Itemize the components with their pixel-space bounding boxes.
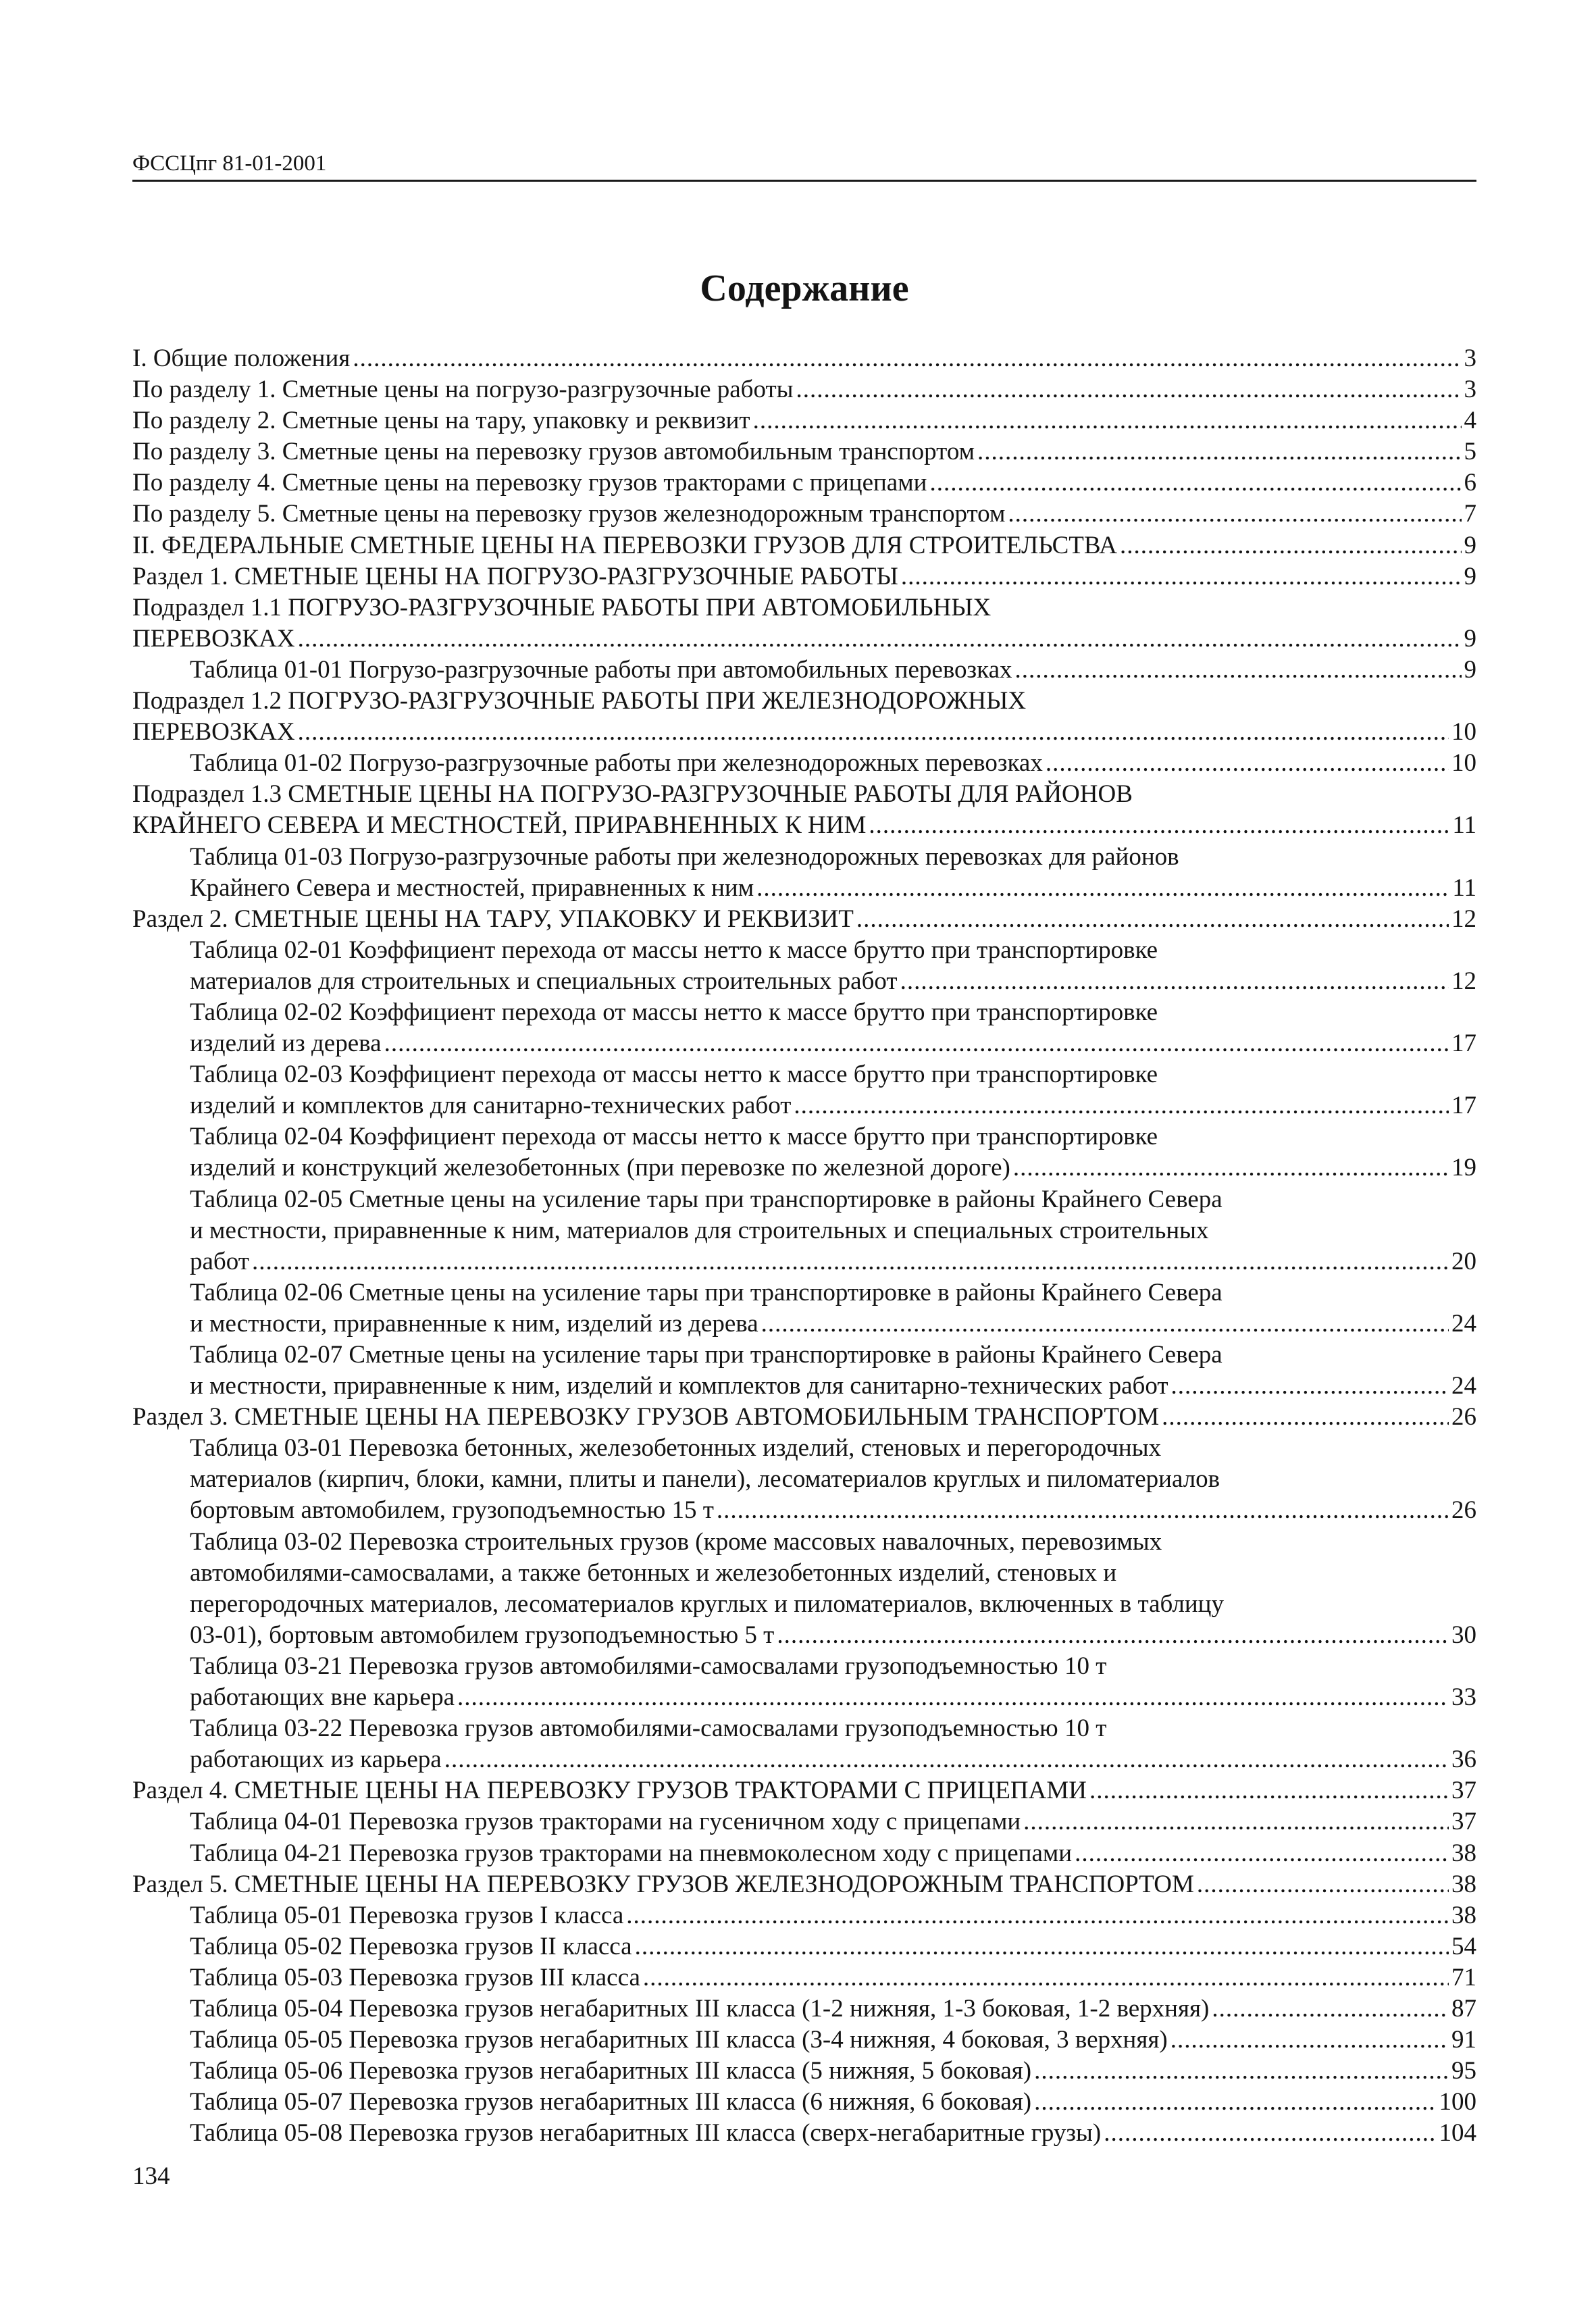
dot-leader bbox=[353, 343, 1461, 374]
toc-entry-page: 38 bbox=[1451, 1901, 1476, 1929]
toc-entry-page: 17 bbox=[1451, 1030, 1476, 1058]
toc-entry-page: 87 bbox=[1451, 1994, 1476, 2023]
toc-entry bbox=[132, 499, 1476, 530]
toc-entry-page: 95 bbox=[1451, 2057, 1476, 2085]
toc-entry bbox=[132, 1152, 1476, 1184]
toc-entry-title: изделий и комплектов для санитарно-технических работ bbox=[190, 1092, 792, 1120]
toc-entry bbox=[132, 1589, 1476, 1620]
toc-entry-title: 03-01), бортовым автомобилем грузоподъемностью 5 т bbox=[190, 1621, 775, 1649]
toc-entry-title: и местности, приравненные к ним, изделий из дерева bbox=[190, 1309, 758, 1338]
toc-entry-title: работающих вне карьера bbox=[190, 1683, 455, 1712]
dot-leader bbox=[1008, 499, 1461, 530]
toc-entry-page: 33 bbox=[1451, 1683, 1476, 1712]
toc-entry-title: II. ФЕДЕРАЛЬНЫЕ СМЕТНЫЕ ЦЕНЫ НА ПЕРЕВОЗКИ ГРУЗОВ ДЛЯ СТРОИТЕЛЬСТВА bbox=[132, 531, 1117, 559]
toc-entry-title: материалов для строительных и специальных строительных работ bbox=[190, 967, 898, 995]
dot-leader bbox=[643, 1962, 1449, 1993]
toc-entry-page: 54 bbox=[1451, 1932, 1476, 1960]
toc-entry-title: ПЕРЕВОЗКАХ bbox=[132, 718, 295, 746]
toc-entry-page: 4 bbox=[1464, 407, 1476, 435]
toc-entry-title: и местности, приравненные к ним, материалов для строительных и специальных строительных bbox=[190, 1216, 1209, 1244]
toc-entry-title: Таблица 01-01 Погрузо-разгрузочные работы при автомобильных перевозках bbox=[190, 655, 1012, 684]
dot-leader bbox=[457, 1682, 1449, 1713]
toc-entry-title: Подраздел 1.3 СМЕТНЫЕ ЦЕНЫ НА ПОГРУЗО-РАЗГРУЗОЧНЫЕ РАБОТЫ ДЛЯ РАЙОНОВ bbox=[132, 780, 1133, 809]
toc-entry-page: 7 bbox=[1464, 500, 1476, 528]
dot-leader bbox=[717, 1495, 1449, 1526]
dot-leader bbox=[1034, 2056, 1449, 2087]
dot-leader bbox=[753, 405, 1462, 436]
toc-entry-page: 12 bbox=[1451, 905, 1476, 933]
toc-entry-page: 9 bbox=[1464, 562, 1476, 590]
toc-entry-title: Таблица 02-07 Сметные цены на усиление тары при транспортировке в районы Крайнего Севера bbox=[190, 1341, 1222, 1369]
toc-entry-title: Таблица 05-04 Перевозка грузов негабаритных III класса (1-2 нижняя, 1-3 боковая, 1-2 верхняя) bbox=[190, 1994, 1210, 2023]
toc-entry-title: Таблица 03-21 Перевозка грузов автомобилями-самосвалами грузоподъемностью 10 т bbox=[190, 1652, 1107, 1680]
page-number: 134 bbox=[132, 2162, 170, 2190]
toc-entry-title: Раздел 1. СМЕТНЫЕ ЦЕНЫ НА ПОГРУЗО-РАЗГРУЗОЧНЫЕ РАБОТЫ bbox=[132, 562, 898, 590]
toc-entry bbox=[132, 1308, 1476, 1340]
dot-leader bbox=[1046, 748, 1449, 779]
toc-entry-title: Таблица 02-04 Коэффициент перехода от массы нетто к массе брутто при транспортировке bbox=[190, 1123, 1158, 1151]
toc-entry-page: 5 bbox=[1464, 438, 1476, 466]
toc-entry bbox=[132, 842, 1476, 873]
toc-entry-title: По разделу 4. Сметные цены на перевозку грузов тракторами с прицепами bbox=[132, 469, 927, 497]
dot-leader bbox=[900, 966, 1449, 997]
toc-entry-title: По разделу 3. Сметные цены на перевозку грузов автомобильным транспортом bbox=[132, 438, 975, 466]
toc-entry-title: Таблица 05-06 Перевозка грузов негабаритных III класса (5 нижняя, 5 боковая) bbox=[190, 2057, 1032, 2085]
toc-entry-page: 24 bbox=[1451, 1372, 1476, 1400]
toc-entry-title: По разделу 1. Сметные цены на погрузо-разгрузочные работы bbox=[132, 376, 794, 404]
toc-entry-page: 91 bbox=[1451, 2026, 1476, 2054]
toc-entry-title: Раздел 5. СМЕТНЫЕ ЦЕНЫ НА ПЕРЕВОЗКУ ГРУЗОВ ЖЕЛЕЗНОДОРОЖНЫМ ТРАНСПОРТОМ bbox=[132, 1870, 1194, 1898]
toc-entry bbox=[132, 1090, 1476, 1121]
toc-entry-title: Таблица 05-08 Перевозка грузов негабаритных III класса (сверх-негабаритные грузы) bbox=[190, 2119, 1102, 2147]
toc-entry-page: 36 bbox=[1451, 1746, 1476, 1774]
dot-leader bbox=[756, 873, 1449, 904]
toc-entry bbox=[132, 1993, 1476, 2025]
toc-entry-page: 71 bbox=[1451, 1963, 1476, 1991]
toc-entry bbox=[132, 1028, 1476, 1059]
toc-entry-title: Подраздел 1.2 ПОГРУЗО-РАЗГРУЗОЧНЫЕ РАБОТЫ ПРИ ЖЕЛЕЗНОДОРОЖНЫХ bbox=[132, 687, 1027, 715]
toc-entry-title: изделий из дерева bbox=[190, 1030, 382, 1058]
toc-entry bbox=[132, 592, 1476, 624]
toc-entry-page: 26 bbox=[1451, 1496, 1476, 1525]
dot-leader bbox=[252, 1246, 1449, 1277]
toc-entry-title: материалов (кирпич, блоки, камни, плиты и панели), лесоматериалов круглых и пиломатериалов bbox=[190, 1465, 1220, 1494]
dot-leader bbox=[929, 467, 1461, 499]
dot-leader bbox=[1120, 530, 1462, 561]
page-title: Содержание bbox=[700, 268, 909, 309]
toc-entry bbox=[132, 779, 1476, 810]
toc-entry bbox=[132, 1900, 1476, 1931]
toc-entry bbox=[132, 1371, 1476, 1402]
toc-entry-page: 24 bbox=[1451, 1309, 1476, 1338]
toc-entry-title: ПЕРЕВОЗКАХ bbox=[132, 624, 295, 653]
toc-entry bbox=[132, 904, 1476, 935]
toc-entry-page: 9 bbox=[1464, 531, 1476, 559]
dot-leader bbox=[1212, 1993, 1449, 2025]
toc-entry-page: 37 bbox=[1451, 1808, 1476, 1836]
toc-entry bbox=[132, 561, 1476, 592]
toc-entry-title: работающих из карьера bbox=[190, 1746, 442, 1774]
toc-entry bbox=[132, 1775, 1476, 1806]
toc-entry-title: работ bbox=[190, 1247, 249, 1275]
toc-entry-title: По разделу 5. Сметные цены на перевозку грузов железнодорожным транспортом bbox=[132, 500, 1006, 528]
toc-entry-page: 26 bbox=[1451, 1403, 1476, 1431]
toc-entry-title: Таблица 02-01 Коэффициент перехода от массы нетто к массе брутто при транспортировке bbox=[190, 936, 1158, 964]
dot-leader bbox=[1104, 2118, 1436, 2149]
toc-entry bbox=[132, 2118, 1476, 2149]
toc-entry bbox=[132, 810, 1476, 841]
toc-entry bbox=[132, 1651, 1476, 1682]
toc-entry bbox=[132, 1806, 1476, 1837]
toc-entry-page: 6 bbox=[1464, 469, 1476, 497]
toc-entry bbox=[132, 624, 1476, 655]
toc-entry-page: 10 bbox=[1451, 749, 1476, 778]
dot-leader bbox=[796, 374, 1462, 405]
toc-entry-title: Таблица 05-01 Перевозка грузов I класса bbox=[190, 1901, 624, 1929]
toc-entry bbox=[132, 686, 1476, 717]
dot-leader bbox=[777, 1620, 1449, 1651]
dot-leader bbox=[901, 561, 1462, 592]
dot-leader bbox=[1170, 2025, 1449, 2056]
dot-leader bbox=[869, 810, 1449, 841]
toc-entry bbox=[132, 1340, 1476, 1371]
toc-entry bbox=[132, 1931, 1476, 1962]
dot-leader bbox=[856, 904, 1449, 935]
toc-entry bbox=[132, 717, 1476, 748]
toc-entry-title: автомобилями-самосвалами, а также бетонных и железобетонных изделий, стеновых и bbox=[190, 1558, 1117, 1587]
dot-leader bbox=[1171, 1371, 1449, 1402]
toc-entry bbox=[132, 467, 1476, 499]
toc-entry-title: и местности, приравненные к ним, изделий и комплектов для санитарно-технических работ bbox=[190, 1372, 1168, 1400]
toc-entry bbox=[132, 655, 1476, 686]
toc-entry-title: Раздел 4. СМЕТНЫЕ ЦЕНЫ НА ПЕРЕВОЗКУ ГРУЗОВ ТРАКТОРАМИ С ПРИЦЕПАМИ bbox=[132, 1777, 1087, 1805]
toc-entry-title: По разделу 2. Сметные цены на тару, упаковку и реквизит bbox=[132, 407, 750, 435]
toc-entry-title: Таблица 05-03 Перевозка грузов III класса bbox=[190, 1963, 640, 1991]
toc-entry bbox=[132, 1215, 1476, 1246]
toc-entry bbox=[132, 374, 1476, 405]
toc-entry-title: Таблица 01-02 Погрузо-разгрузочные работы при железнодорожных перевозках bbox=[190, 749, 1043, 778]
toc-entry-title: Таблица 03-22 Перевозка грузов автомобилями-самосвалами грузоподъемностью 10 т bbox=[190, 1714, 1107, 1743]
toc-entry-title: Таблица 02-06 Сметные цены на усиление тары при транспортировке в районы Крайнего Севера bbox=[190, 1278, 1222, 1306]
toc-entry-title: Таблица 01-03 Погрузо-разгрузочные работы при железнодорожных перевозках для районов bbox=[190, 842, 1179, 871]
toc-entry bbox=[132, 1869, 1476, 1900]
dot-leader bbox=[1162, 1402, 1449, 1433]
toc-entry-title: перегородочных материалов, лесоматериалов круглых и пиломатериалов, включенных в таблицу bbox=[190, 1590, 1224, 1618]
dot-leader bbox=[444, 1744, 1449, 1775]
toc-entry bbox=[132, 343, 1476, 374]
toc-entry bbox=[132, 1527, 1476, 1558]
toc-entry bbox=[132, 1713, 1476, 1744]
toc-entry bbox=[132, 1246, 1476, 1277]
toc-entry bbox=[132, 2056, 1476, 2087]
toc-entry-page: 11 bbox=[1452, 811, 1476, 840]
toc-entry-title: I. Общие положения bbox=[132, 345, 351, 372]
toc-entry-page: 19 bbox=[1451, 1154, 1476, 1182]
toc-entry-title: КРАЙНЕГО СЕВЕРА И МЕСТНОСТЕЙ, ПРИРАВНЕННЫХ К НИМ bbox=[132, 811, 867, 840]
dot-leader bbox=[298, 717, 1449, 748]
dot-leader bbox=[298, 624, 1462, 655]
toc-entry-page: 3 bbox=[1464, 376, 1476, 404]
dot-leader bbox=[1015, 655, 1462, 686]
dot-leader bbox=[626, 1900, 1449, 1931]
toc-entry bbox=[132, 1838, 1476, 1869]
dot-leader bbox=[635, 1931, 1449, 1962]
toc-entry bbox=[132, 1464, 1476, 1495]
toc-entry-page: 104 bbox=[1439, 2119, 1476, 2147]
toc-entry bbox=[132, 935, 1476, 966]
toc-entry-page: 11 bbox=[1452, 873, 1476, 902]
document-code: ФССЦпг 81-01-2001 bbox=[132, 151, 327, 176]
toc-entry-title: Таблица 03-01 Перевозка бетонных, железобетонных изделий, стеновых и перегородочных bbox=[190, 1434, 1162, 1463]
toc-entry-title: Таблица 02-03 Коэффициент перехода от массы нетто к массе брутто при транспортировке bbox=[190, 1061, 1158, 1089]
toc-entry-title: Таблица 04-21 Перевозка грузов тракторами на пневмоколесном ходу с прицепами bbox=[190, 1839, 1073, 1867]
toc-entry bbox=[132, 1121, 1476, 1152]
dot-leader bbox=[1089, 1775, 1449, 1806]
toc-entry-title: бортовым автомобилем, грузоподъемностью 15 т bbox=[190, 1496, 714, 1525]
toc-entry bbox=[132, 1433, 1476, 1464]
dot-leader bbox=[1197, 1869, 1449, 1900]
toc-entry-title: Таблица 05-07 Перевозка грузов негабаритных III класса (6 нижняя, 6 боковая) bbox=[190, 2088, 1032, 2116]
toc-entry-page: 20 bbox=[1451, 1247, 1476, 1275]
dot-leader bbox=[384, 1028, 1449, 1059]
toc-entry bbox=[132, 997, 1476, 1028]
toc-entry-page: 30 bbox=[1451, 1621, 1476, 1649]
toc-entry-title: Подраздел 1.1 ПОГРУЗО-РАЗГРУЗОЧНЫЕ РАБОТЫ ПРИ АВТОМОБИЛЬНЫХ bbox=[132, 593, 992, 621]
toc-entry bbox=[132, 530, 1476, 561]
toc-entry-title: Таблица 05-05 Перевозка грузов негабаритных III класса (3-4 нижняя, 4 боковая, 3 верхняя) bbox=[190, 2026, 1168, 2054]
dot-leader bbox=[1075, 1838, 1449, 1869]
toc-entry-title: Раздел 2. СМЕТНЫЕ ЦЕНЫ НА ТАРУ, УПАКОВКУ И РЕКВИЗИТ bbox=[132, 905, 854, 933]
toc-entry bbox=[132, 873, 1476, 904]
dot-leader bbox=[794, 1090, 1449, 1121]
toc-entry bbox=[132, 436, 1476, 467]
toc-entry bbox=[132, 1744, 1476, 1775]
toc-entry-title: Таблица 03-02 Перевозка строительных грузов (кроме массовых навалочных, перевозимых bbox=[190, 1527, 1162, 1556]
toc-entry-page: 10 bbox=[1451, 718, 1476, 746]
toc-entry-page: 9 bbox=[1464, 655, 1476, 684]
toc-entry bbox=[132, 1184, 1476, 1215]
toc-entry bbox=[132, 405, 1476, 436]
table-of-contents bbox=[132, 343, 1476, 2149]
toc-entry bbox=[132, 966, 1476, 997]
toc-entry-page: 38 bbox=[1451, 1839, 1476, 1867]
toc-entry-title: изделий и конструкций железобетонных (при перевозке по железной дороге) bbox=[190, 1154, 1010, 1182]
dot-leader bbox=[1034, 2087, 1436, 2118]
toc-entry bbox=[132, 1402, 1476, 1433]
toc-entry-title: Таблица 02-02 Коэффициент перехода от массы нетто к массе брутто при транспортировке bbox=[190, 998, 1158, 1026]
toc-entry bbox=[132, 2025, 1476, 2056]
toc-entry-page: 100 bbox=[1439, 2088, 1476, 2116]
toc-entry-page: 17 bbox=[1451, 1092, 1476, 1120]
toc-entry-page: 38 bbox=[1451, 1870, 1476, 1898]
toc-entry bbox=[132, 1059, 1476, 1090]
dot-leader bbox=[977, 436, 1461, 467]
toc-entry-title: Таблица 04-01 Перевозка грузов тракторами на гусеничном ходу с прицепами bbox=[190, 1808, 1021, 1836]
toc-entry bbox=[132, 2087, 1476, 2118]
toc-entry-page: 12 bbox=[1451, 967, 1476, 995]
dot-leader bbox=[1023, 1806, 1449, 1837]
toc-entry bbox=[132, 1558, 1476, 1589]
toc-entry-page: 37 bbox=[1451, 1777, 1476, 1805]
dot-leader bbox=[761, 1308, 1449, 1340]
toc-entry-title: Таблица 05-02 Перевозка грузов II класса bbox=[190, 1932, 632, 1960]
toc-entry-title: Таблица 02-05 Сметные цены на усиление тары при транспортировке в районы Крайнего Севера bbox=[190, 1185, 1222, 1213]
toc-entry-page: 3 bbox=[1464, 345, 1476, 372]
toc-entry-title: Раздел 3. СМЕТНЫЕ ЦЕНЫ НА ПЕРЕВОЗКУ ГРУЗОВ АВТОМОБИЛЬНЫМ ТРАНСПОРТОМ bbox=[132, 1403, 1160, 1431]
toc-entry bbox=[132, 748, 1476, 779]
toc-entry bbox=[132, 1495, 1476, 1526]
toc-entry bbox=[132, 1682, 1476, 1713]
toc-entry-title: Крайнего Севера и местностей, приравненных к ним bbox=[190, 873, 754, 902]
header-divider bbox=[132, 180, 1476, 182]
toc-entry-page: 9 bbox=[1464, 624, 1476, 653]
toc-entry bbox=[132, 1962, 1476, 1993]
toc-entry bbox=[132, 1620, 1476, 1651]
toc-entry bbox=[132, 1277, 1476, 1308]
dot-leader bbox=[1013, 1152, 1449, 1184]
